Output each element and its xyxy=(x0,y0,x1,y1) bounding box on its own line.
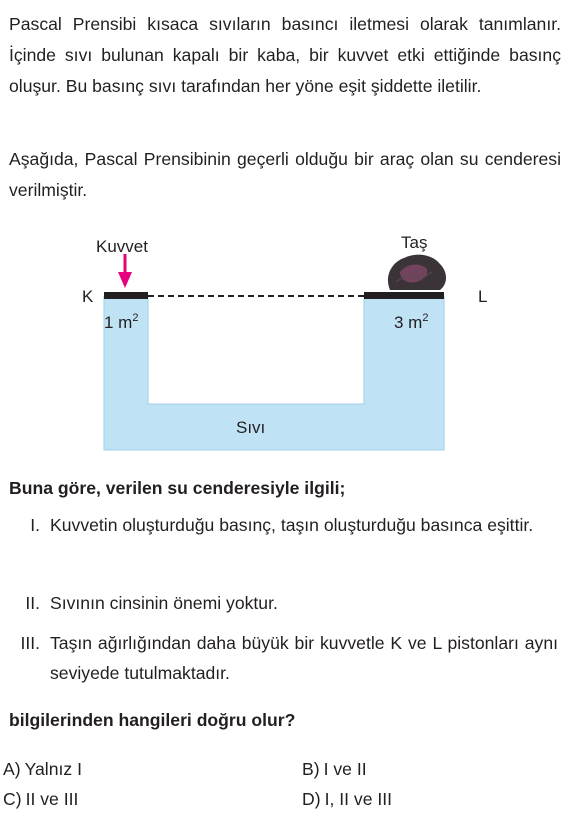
hydraulic-press-figure xyxy=(78,228,498,456)
option-a-label: A) xyxy=(3,759,21,779)
option-a[interactable] xyxy=(3,756,82,782)
liquid-body xyxy=(104,296,444,450)
left-piston-label: K xyxy=(82,287,94,306)
option-c[interactable] xyxy=(3,786,78,812)
question-stem: Buna göre, verilen su cenderesiyle ilgili; xyxy=(9,478,346,498)
left-area-label: 1 $m^2$ xyxy=(104,312,139,332)
option-b-label: B) xyxy=(302,759,320,779)
right-piston-label: L xyxy=(478,287,488,306)
liquid-label: Sıvı xyxy=(236,418,266,437)
option-a-text: Yalnız I xyxy=(24,759,82,779)
statement-1-text: Kuvvetin oluşturduğu basınç, taşın oluşturduğu basınca eşittir. xyxy=(50,515,534,535)
statement-2-number: II. xyxy=(25,593,40,613)
statement-1-number: I. xyxy=(30,515,40,535)
statement-3-text: Taşın ağırlığından daha büyük bir kuvvetle K ve L pistonları aynı seviyede tutulmaktadır. xyxy=(50,633,558,683)
option-d-text: I, II ve III xyxy=(324,789,393,809)
intro-paragraph-1: Pascal Prensibi kısaca sıvıların basıncı iletmesi olarak tanımlanır. İçinde sıvı bulunan kapalı bir kaba, bir kuvvet etki ettiğinde basınç oluşur. Bu basınç sıvı tarafından her yöne eşit şiddette iletilir. xyxy=(9,14,561,96)
option-b[interactable] xyxy=(302,756,367,782)
statement-3-number: III. xyxy=(20,633,40,653)
option-c-label: C) xyxy=(3,789,22,809)
statement-2-text: Sıvının cinsinin önemi yoktur. xyxy=(50,593,278,613)
option-d[interactable] xyxy=(302,786,392,812)
intro-paragraph-2: Aşağıda, Pascal Prensibinin geçerli olduğu bir araç olan su cenderesi verilmiştir. xyxy=(9,149,561,200)
option-c-text: II ve III xyxy=(25,789,79,809)
left-piston xyxy=(104,292,148,299)
force-label: Kuvvet xyxy=(96,237,148,256)
option-d-label: D) xyxy=(302,789,321,809)
right-piston xyxy=(364,292,444,299)
right-area-label: 3 $m^2$ xyxy=(394,312,429,332)
stone-label: Taş xyxy=(401,233,428,252)
force-arrow-head xyxy=(118,272,132,288)
question-stem-2: bilgilerinden hangileri doğru olur? xyxy=(9,710,296,730)
option-b-text: I ve II xyxy=(323,759,367,779)
